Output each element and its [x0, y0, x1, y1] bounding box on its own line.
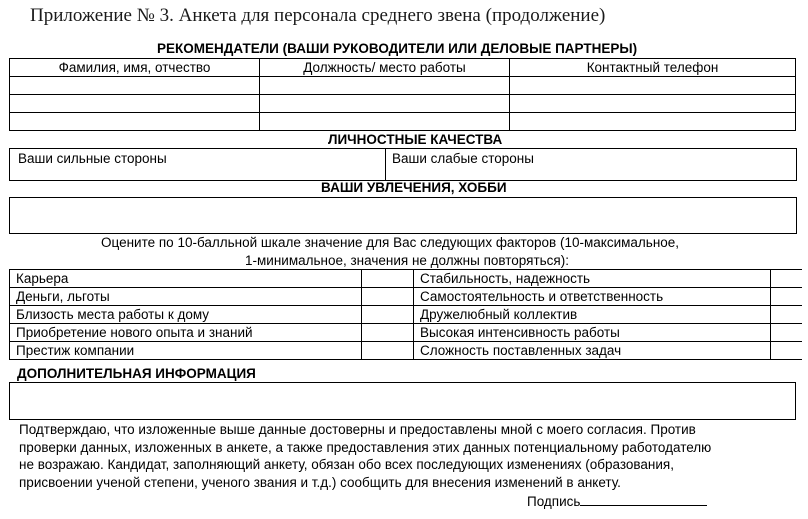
column-header-fio: Фамилия, имя, отчество: [10, 59, 260, 77]
factor-score-input[interactable]: [771, 306, 802, 324]
table-row: [10, 113, 796, 131]
weaknesses-field[interactable]: [385, 148, 797, 181]
signature-row: [527, 491, 707, 509]
referee-3-phone-cell[interactable]: [510, 113, 796, 131]
factor-score-input[interactable]: [771, 270, 802, 288]
additional-info-heading: ДОПОЛНИТЕЛЬНАЯ ИНФОРМАЦИЯ: [17, 366, 256, 381]
table-row: [10, 95, 796, 113]
table-row: [10, 306, 802, 324]
factor-score-input[interactable]: [362, 306, 414, 324]
factor-label: Карьера: [10, 270, 362, 288]
factor-score-input[interactable]: [362, 270, 414, 288]
factor-score-input[interactable]: [771, 342, 802, 360]
consent-line: проверки данных, изложенных в анкете, а также предоставления этих данных потенциальному работодателю: [19, 439, 712, 455]
referee-3-fio-cell[interactable]: [10, 113, 260, 131]
factor-label: Сложность поставленных задач: [414, 342, 771, 360]
weaknesses-label: Ваши слабые стороны: [392, 151, 534, 166]
factor-label: Престиж компании: [10, 342, 362, 360]
column-header-phone: Контактный телефон: [510, 59, 796, 77]
table-row: [10, 77, 796, 95]
referees-heading: РЕКОМЕНДАТЕЛИ (ВАШИ РУКОВОДИТЕЛИ ИЛИ ДЕЛОВЫЕ ПАРТНЕРЫ): [157, 41, 638, 56]
factor-score-input[interactable]: [362, 342, 414, 360]
referees-table: [9, 58, 796, 131]
factor-label: Самостоятельность и ответственность: [414, 288, 771, 306]
factors-table: [9, 269, 802, 360]
consent-line: Подтверждаю, что изложенные выше данные достоверны и предоставлены мной с моего согласия. Против: [19, 422, 696, 437]
factor-score-input[interactable]: [771, 288, 802, 306]
referee-2-position-cell[interactable]: [260, 95, 510, 113]
factor-label: Деньги, льготы: [10, 288, 362, 306]
factor-score-input[interactable]: [362, 324, 414, 342]
factors-instruction-line2: 1-минимальное, значения не должны повторяться):: [245, 253, 569, 268]
factor-score-input[interactable]: [771, 324, 802, 342]
factors-instruction-line1: Оцените по 10-балльной шкале значение для Вас следующих факторов (10-максимальное,: [101, 235, 680, 250]
personal-qualities-heading: ЛИЧНОСТНЫЕ КАЧЕСТВА: [328, 132, 503, 147]
referee-3-position-cell[interactable]: [260, 113, 510, 131]
column-header-position: Должность/ место работы: [260, 59, 510, 77]
hobbies-heading: ВАШИ УВЛЕЧЕНИЯ, ХОББИ: [321, 180, 507, 195]
page-title: Приложение № 3. Анкета для персонала среднего звена (продолжение): [30, 5, 606, 26]
factor-label: Высокая интенсивность работы: [414, 324, 771, 342]
consent-line: не возражаю. Кандидат, заполняющий анкету, обязан обо всех последующих изменениях (образования,: [19, 457, 674, 472]
referee-2-fio-cell[interactable]: [10, 95, 260, 113]
signature-label: Подпись: [527, 494, 581, 509]
table-row: [10, 342, 802, 360]
factor-label: Приобретение нового опыта и знаний: [10, 324, 362, 342]
table-row: [10, 288, 802, 306]
strengths-label: Ваши сильные стороны: [18, 151, 167, 166]
factor-label: Дружелюбный коллектив: [414, 306, 771, 324]
strengths-field[interactable]: [9, 148, 386, 181]
table-row: [10, 324, 802, 342]
referees-header-row: [10, 59, 796, 77]
hobbies-field[interactable]: [9, 197, 797, 234]
additional-info-field[interactable]: [9, 382, 796, 420]
referee-1-fio-cell[interactable]: [10, 77, 260, 95]
consent-text: [19, 421, 711, 491]
table-row: [10, 270, 802, 288]
factor-label: Близость места работы к дому: [10, 306, 362, 324]
referee-1-phone-cell[interactable]: [510, 77, 796, 95]
referee-1-position-cell[interactable]: [260, 77, 510, 95]
factor-score-input[interactable]: [362, 288, 414, 306]
referee-2-phone-cell[interactable]: [510, 95, 796, 113]
consent-line: присвоении ученой степени, ученого звания и т.д.) сообщить для внесения изменений в анкету.: [19, 474, 621, 490]
factor-label: Стабильность, надежность: [414, 270, 771, 288]
signature-line[interactable]: [580, 491, 707, 506]
